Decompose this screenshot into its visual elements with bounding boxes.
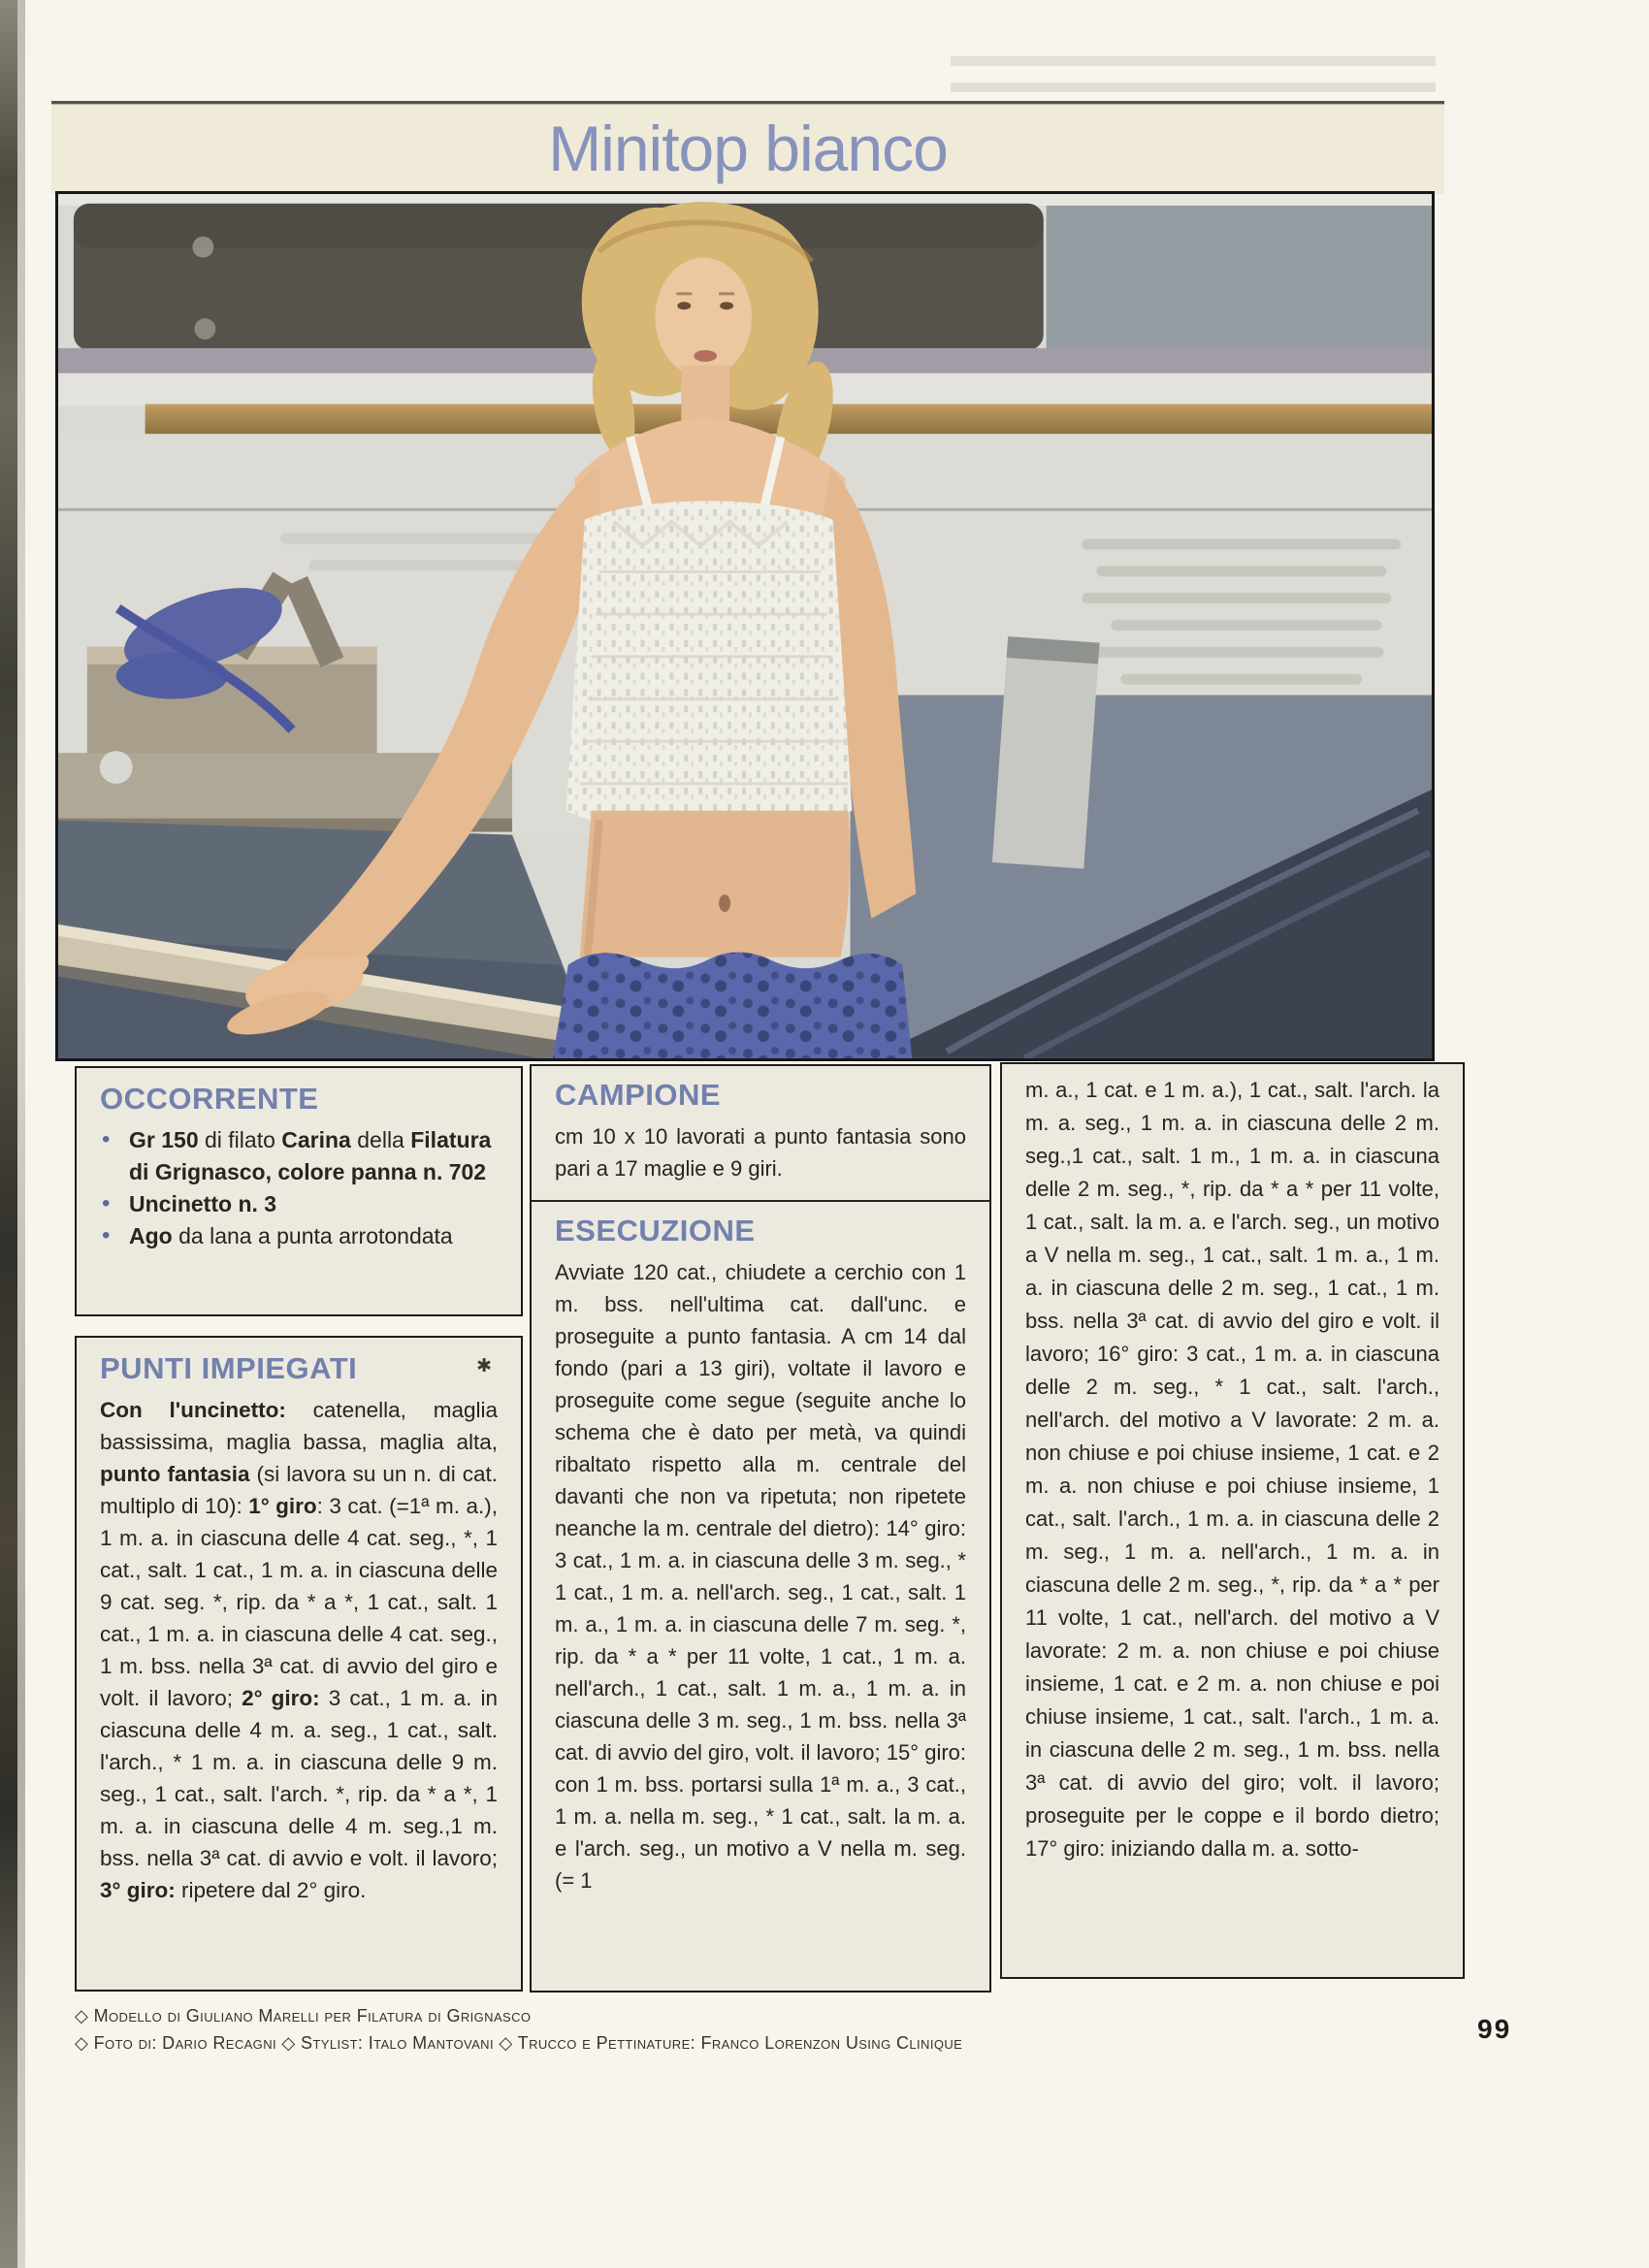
bleedthrough-text-top — [951, 56, 1436, 97]
scan-gutter-shadow — [17, 0, 25, 2268]
bullet-icon: • — [102, 1126, 111, 1152]
crochet-skirt — [553, 952, 912, 1058]
model-midriff — [580, 811, 850, 957]
list-item: • Uncinetto n. 3 — [100, 1188, 498, 1220]
list-item: • Gr 150 di filato Carina della Filatura di Grignasco, colore panna n. 702 — [100, 1124, 498, 1188]
punti-body: Con l'uncinetto: catenella, maglia bassissima, maglia bassa, maglia alta, punto fantasia (si lavora su un n. di cat. multiplo di 10): 1° giro: 3 cat. (=1ª m. a.), 1 m. a. in ciascuna delle 4 cat. seg., *, 1 cat., salt. 1 cat., 1 m. a. in ciascuna delle 9 cat. seg. *, rip. da * a *, 1 cat., salt. 1 cat., 1 m. a. in ciascuna delle 4 cat. seg., 1 m. bss. nella 3ª cat. di avvio del giro e volt. il lavoro; 2° giro: 3 cat., 1 m. a. in ciascuna delle 4 m. a. seg., 1 cat., salt. l'arch., * 1 m. a. in ciascuna delle 9 m. seg., 1 cat., salt. l'arch. *, rip. da * a *, 1 m. a. in ciascuna delle 4 m. seg.,1 m. bss. nella 3ª cat. di avvio e volt. il lavoro; 3° giro: ripetere dal 2° giro. — [100, 1398, 498, 1902]
credit-line-2: ◇ Foto di: Dario Recagni ◇ Stylist: Italo Mantovani ◇ Trucco e Pettinature: Franco Lorenzon Using Clinique — [75, 2033, 963, 2053]
bullet-icon: • — [102, 1222, 111, 1248]
section-punti-impiegati — [75, 1336, 523, 1992]
esecuzione-block — [532, 1202, 989, 1910]
campione-title: CAMPIONE — [555, 1078, 722, 1112]
bullet-icon: • — [102, 1190, 111, 1216]
white-post — [992, 636, 1100, 868]
model-photo — [55, 191, 1435, 1061]
photo-illustration — [58, 194, 1432, 1058]
page-number: 99 — [1477, 2014, 1512, 2044]
boat-window — [74, 204, 1044, 350]
materials-list — [100, 1124, 498, 1252]
window-rivet — [194, 318, 215, 340]
occorrente-title: OCCORRENTE — [100, 1082, 319, 1116]
campione-body: cm 10 x 10 lavorati a punto fantasia sono pari a 17 maglie e 9 giri. — [555, 1124, 966, 1181]
scan-gutter-edge — [0, 0, 17, 2268]
page-title: Minitop bianco — [548, 113, 948, 184]
punti-title: PUNTI IMPIEGATI — [100, 1351, 358, 1385]
title-banner — [51, 101, 1444, 194]
continuation-body: m. a., 1 cat. e 1 m. a.), 1 cat., salt. l'arch. la m. a. seg., 1 m. a. in ciascuna delle 2 m. seg.,1 cat., salt. 1 m., 1 m. a. in ciascuna delle 2 m. seg., *, rip. da * a * per 11 volte, 1 cat., salt. la m. a. e l'arch. seg., un motivo a V nella m. seg., 1 cat., salt. 1 m. a., 1 m. a. in ciascuna delle 2 m. seg., 1 cat., 1 m. bss. nella 3ª cat. di avvio del giro e volt. il lavoro; 16° giro: 3 cat., 1 m. a. in ciascuna delle 2 m. seg., * 1 cat., salt. l'arch., nell'arch. del motivo a V lavorate: 2 m. a. non chiuse e poi chiuse insieme, 1 cat. e 2 m. a. non chiuse e poi chiuse insieme, 1 cat., salt. l'arch., 1 m. a. in ciascuna delle 2 m. seg., 1 m. a. nell'arch., 1 m. a. in ciascuna delle 2 m. seg., *, rip. da * a * per 11 volte, 1 cat., nell'arch. del motivo a V lavorate: 2 m. a. non chiuse e poi chiuse insieme, 1 cat. e 2 m. a. non chiuse e poi chiuse insieme, 1 cat., salt. l'arch., 1 m. a. in ciascuna delle 2 m. seg., 1 m. bss. nella 3ª cat. di avvio del giro; volt. il lavoro; proseguite per le coppe e il bordo dietro; 17° giro: iniziando dalla m. a. sotto- — [1025, 1078, 1439, 1861]
model-face — [655, 258, 752, 377]
campione-block — [532, 1066, 989, 1202]
credit-line-1: ◇ Modello di Giuliano Marelli per Filatura di Grignasco — [75, 2006, 532, 2025]
section-campione-esecuzione — [530, 1064, 991, 1993]
window-rivet — [192, 237, 213, 258]
esecuzione-title: ESECUZIONE — [555, 1214, 756, 1247]
list-item: • Ago da lana a punta arrotondata — [100, 1220, 498, 1252]
esecuzione-body: Avviate 120 cat., chiudete a cerchio con 1 m. bss. nell'ultima cat. dall'unc. e proseguite a punto fantasia. A cm 14 dal fondo (pari a 13 giri), voltate il lavoro e proseguite come segue (seguite anche lo schema che è dato per metà, va quindi ribaltato rispetto alla m. centrale del davanti che non va ripetuta; non ripetete neanche la m. centrale del dietro): 14° giro: 3 cat., 1 m. a. in ciascuna delle 3 m. seg., * 1 cat., 1 m. a. nell'arch. seg., 1 cat., salt. 1 m. a., 1 m. a. in ciascuna delle 7 m. seg. *, rip. da * a * per 11 volte, 1 cat., 1 m. a. nell'arch., 1 cat., salt. 1 m. a., 1 m. a. in ciascuna delle 3 m. seg., 1 m. bss. nella 3ª cat. di avvio del giro, volt. il lavoro; 15° giro: con 1 m. bss. portarsi sulla 1ª m. a., 3 cat., 1 m. a. nella m. seg., * 1 cat., salt. la m. a. e l'arch. seg., un motivo a V nella m. seg. (= 1 — [555, 1260, 966, 1893]
ornament-asterisk-icon: ✱ — [476, 1356, 492, 1377]
section-occorrente — [75, 1066, 523, 1316]
section-esecuzione-continuation — [1000, 1062, 1465, 1979]
model-neck — [681, 366, 729, 422]
